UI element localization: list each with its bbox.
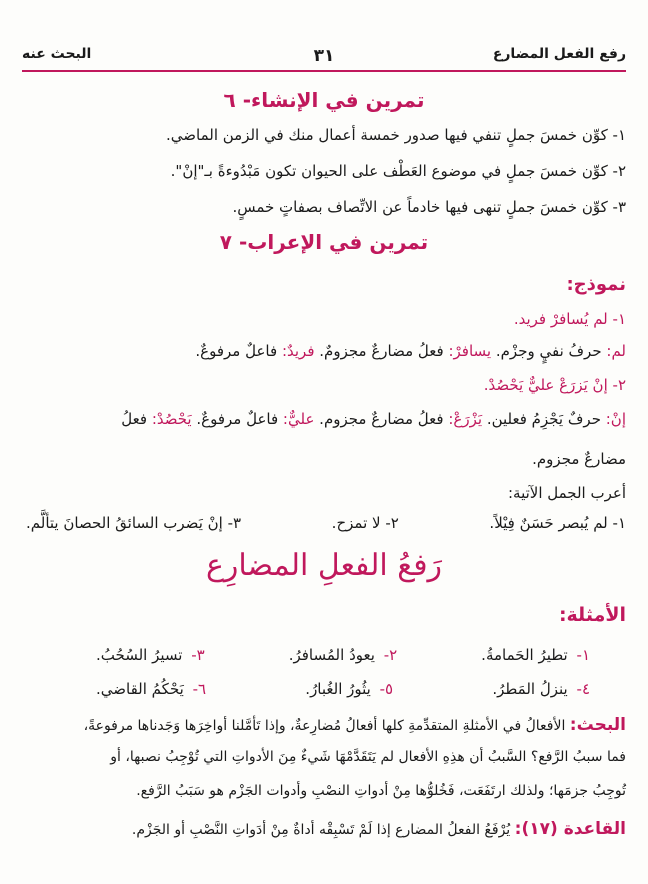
exercise-7-task: ١- لم يُبصر حَسَنٌ فِيْلاً. — [489, 514, 626, 532]
discussion-text-1: الأفعالُ في الأمثلةِ المتقدِّمةِ كلها أفعالُ مُضارِعةٌ، وإذا تَأمَّلنا أواخِرَها وَجَدناها مرفوعةً، — [83, 718, 570, 734]
example-item: ١- تطيرُ الحَمامةُ. — [481, 646, 590, 664]
model-1-word-farid-desc: فاعلٌ مرفوعٌ. — [195, 342, 282, 360]
model-2-word-ali: عليٌّ: — [282, 410, 315, 428]
model-1-word-farid: فريدٌ: — [281, 342, 315, 360]
exercise-7-tasks — [26, 512, 626, 534]
examples-row-1 — [26, 644, 626, 666]
model-2-word-yahsud-desc: فعلُ — [121, 410, 152, 428]
model-2-parsing — [26, 408, 626, 430]
model-label: نموذج: — [566, 274, 626, 295]
header-chapter-title: رفع الفعل المضارع — [492, 46, 626, 62]
model-1-word-yusafir-desc: فعلُ مضارعٌ مجزومٌ. — [314, 342, 449, 360]
model-2-word-ali-desc: فاعلٌ مرفوعٌ. — [191, 410, 283, 428]
exercise-7-task: ٢- لا تمزح. — [331, 514, 399, 532]
model-2-parsing-cont: مضارعٌ مجزوم. — [532, 450, 626, 468]
model-2-word-yazra: يَزْرَعْ: — [448, 410, 483, 428]
rule-label: القاعدة (١٧): — [514, 819, 626, 839]
discussion-line-2: فما سببُ الرَّفع؟ السَّببُ أن هذِهِ الأفعال لم يَتَقَدَّمْهَا شَيءٌ مِنَ الأدواتِ التي تُوْجِبُ نصبها، أو — [110, 749, 626, 765]
exercise-6-item-1: ١- كوِّن خمسَ جملٍ تنفي فيها صدور خمسة أعمال منك في الزمن الماضي. — [166, 126, 626, 144]
example-item: ٣- تسيرُ السُحُبُ. — [96, 646, 205, 664]
model-2-word-yahsud: يَحْصُدْ: — [151, 410, 192, 428]
header-section-title: البحث عنه — [22, 46, 92, 62]
example-item: ٢- يعودُ المُسافرُ. — [288, 646, 398, 664]
example-item: ٤- ينزلُ المَطرُ. — [492, 680, 590, 698]
discussion-line-1 — [26, 714, 626, 737]
section-title: رَفعُ الفعلِ المضارِع — [205, 548, 443, 583]
exercise-7-task: ٣- إنْ يَضرب السائقُ الحصانَ يتألَّم. — [26, 514, 242, 532]
model-1-word-lam: لم: — [606, 342, 626, 360]
model-2-word-in: إنْ: — [605, 410, 626, 428]
rule-text: يُرْفَعُ الفعلُ المضارع إذا لَمْ تَسْبِقْه أداةٌ مِنْ أدَواتِ النَّصْبِ أو الجَزْم. — [131, 822, 515, 838]
page-header — [22, 44, 626, 72]
example-item: ٦- يَحْكُمُ القاضي. — [96, 680, 207, 698]
exercise-7-title: تمرين في الإعراب- ٧ — [219, 230, 429, 254]
model-2-word-yazra-desc: فعلُ مضارعٌ مجزوم. — [314, 410, 449, 428]
exercise-6-item-3: ٣- كوِّن خمسَ جملٍ تنهى فيها خادماً عن الاتِّصاف بصفاتٍ خمسٍ. — [232, 198, 626, 216]
page-number: ٣١ — [313, 46, 335, 66]
model-2-word-in-desc: حرفٌ يَجْزِمُ فعلين. — [482, 410, 606, 428]
model-1-word-lam-desc: حرفُ نفيٍ وجزْم. — [491, 342, 607, 360]
exercise-6-item-2: ٢- كوِّن خمسَ جملٍ في موضوع العَطْف على الحيوان تكون مَبْدُوءةً بـ"إنْ". — [170, 162, 626, 180]
model-2-sentence: ٢- إنْ يَزرَعْ عليٌّ يَحْصُدْ. — [483, 376, 626, 394]
example-item: ٥- يثُورُ الغُبارُ. — [305, 680, 394, 698]
exercise-7-instruction: أعرب الجمل الآتية: — [507, 484, 626, 502]
model-1-word-yusafir: يسافرْ: — [448, 342, 492, 360]
exercise-6-title: تمرين في الإنشاء- ٦ — [223, 88, 425, 112]
model-1-parsing — [26, 340, 626, 362]
examples-row-2 — [26, 678, 626, 700]
model-1-sentence: ١- لم يُسافرْ فريد. — [513, 310, 626, 328]
discussion-label: البحث: — [569, 715, 626, 735]
discussion-line-3: تُوجِبُ جزمَها؛ ولذلك ارتَفَعَت، فَخُلوُّها مِنْ أدواتِ النصْبِ وأدوات الجَزْم هو سَبَبُ الرَّفع. — [136, 783, 626, 799]
rule-line — [26, 818, 626, 841]
examples-label: الأمثلة: — [558, 604, 626, 626]
